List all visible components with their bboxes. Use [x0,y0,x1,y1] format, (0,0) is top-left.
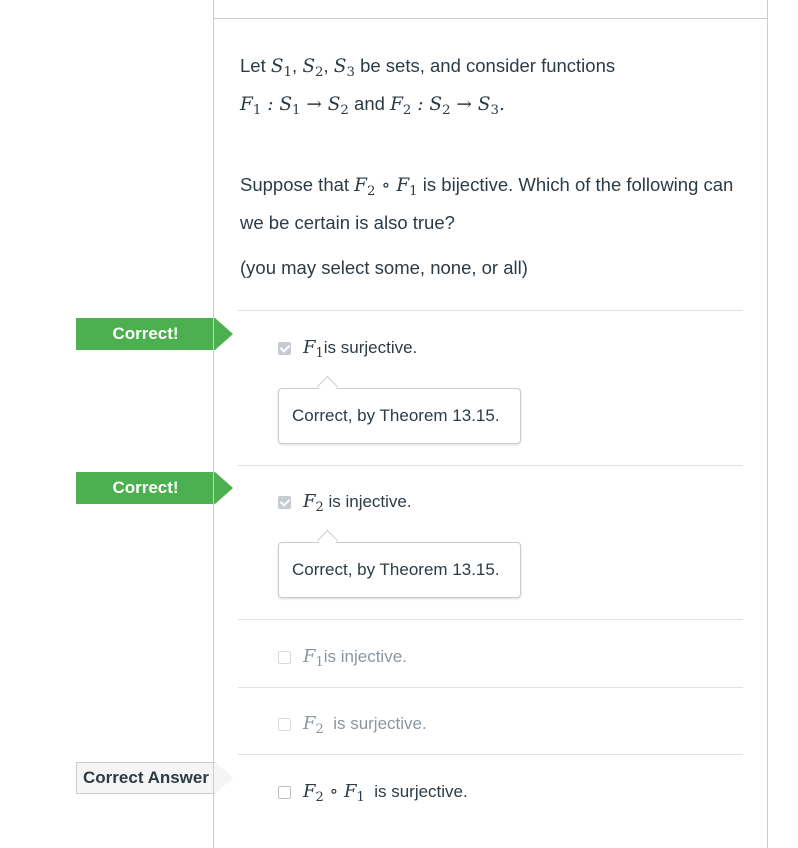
and-text: and [348,92,391,114]
question-panel [213,0,768,848]
answer-option-2[interactable] [278,491,412,515]
checkbox-unchecked[interactable] [278,786,291,799]
answer-label: $F_2$ ∘ $F_1$ is surjective. [303,781,468,805]
checkbox-checked[interactable] [278,342,291,355]
composition: $F_2$ ∘ $F_1$ [354,174,418,199]
checkbox-unchecked[interactable] [278,718,291,731]
divider [238,619,743,620]
divider [238,687,743,688]
f1-definition: $F_1$ : $S_1 \to S_2$ [240,93,349,118]
correct-answer-flag: Correct Answer [76,762,215,794]
answer-label: $F_1is$ surjective. [303,337,418,361]
question-intro: Let $S_1$, $S_2$, $S_3$ be sets, and consider functions $F_1$ : $S_1 \to S_2$ and $F_2$ : $S_2 \to S_3$. [240,55,616,118]
divider [238,465,743,466]
set-s1: $S_1$ [270,56,293,80]
answer-option-1[interactable] [278,337,417,361]
answer-comment-1: Correct, by Theorem 13.15. [278,388,521,444]
answer-label: $F_2$ is surjective. [303,713,427,737]
set-s3: $S_3$ [333,56,355,80]
set-s2: $S_2$ [302,56,324,80]
question-text [240,50,740,283]
answer-option-4[interactable] [278,713,427,737]
intro-text: Let [240,55,271,76]
question-suppose: Suppose that $F_2$ ∘ $F_1$ is bijective. Which of the following can we be certain is also true? [240,173,734,233]
answer-option-3[interactable] [278,646,407,670]
checkbox-unchecked[interactable] [278,651,291,664]
intro-text-2: be sets, and consider functions [354,55,616,76]
correct-flag-1: Correct! [76,318,215,350]
correct-flag-2: Correct! [76,472,215,504]
answer-comment-2: Correct, by Theorem 13.15. [278,542,521,598]
checkbox-checked[interactable] [278,496,291,509]
answer-label: $F_1is$ injective. [303,646,407,670]
question-hint: (you may select some, none, or all) [240,256,528,278]
divider [238,310,743,311]
answer-label: $F_2$ is injective. [303,491,412,515]
question-header [214,0,767,19]
divider [238,754,743,755]
f2-definition: $F_2$ : $S_2 \to S_3$. [390,93,505,118]
answer-option-5[interactable] [278,781,468,805]
